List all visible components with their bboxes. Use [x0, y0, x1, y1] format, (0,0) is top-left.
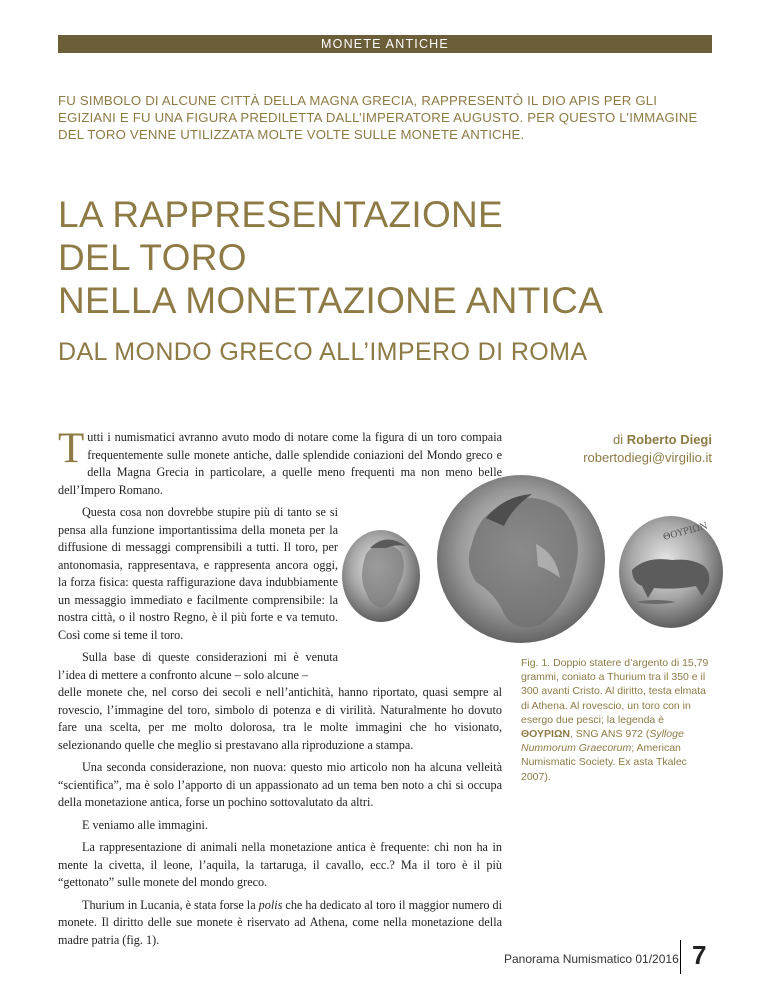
section-header: MONETE ANTICHE: [58, 35, 712, 53]
page-number: 7: [692, 940, 707, 970]
polis-word: polis: [258, 897, 283, 912]
title-line-1: LA RAPPRESENTAZIONE: [58, 194, 504, 235]
article-subtitle: DAL MONDO GRECO ALL’IMPERO DI ROMA: [58, 338, 588, 366]
paragraph-1-text: utti i numismatici avranno avuto modo di notare come la figura di un toro compaia frequentemente sulle monete antiche, dalle splendide coniazioni del Mondo greco e della Magna Grecia in particolare, a quelle meno frequenti ma non meno belle dell’Impero Romano.: [58, 430, 502, 497]
figure-caption: [521, 656, 717, 784]
byline-prefix: di: [613, 432, 624, 447]
caption-text-1: Fig. 1. Doppio statere d’argento di 15,79 grammi, coniato a Thurium tra il 350 e il 300 avanti Cristo. Al diritto, testa elmata di Athena. Al rovescio, un toro con in esergo due pesci; la legenda è: [521, 657, 709, 726]
caption-text-2: , SNG ANS 972 (: [569, 728, 650, 741]
lead-paragraph: FU SIMBOLO DI ALCUNE CITTÀ DELLA MAGNA GRECIA, RAPPRESENTÒ IL DIO APIS PER GLI EGIZIANI E FU UNA FIGURA PREDILETTA DALL’IMPERATORE AUGUSTO. PER QUESTO L’IMMAGINE DEL TORO VENNE UTILIZZATA MOLTE VOLTE SULLE MONETE ANTICHE.: [58, 93, 698, 142]
paragraph-6: La rappresentazione di animali nella monetazione antica è frequente: chi non ha in mente la civetta, il leone, l’aquila, la tartaruga, il cavallo, ecc.? Ma il toro è il più “gettonato” sulle monete del mondo greco.: [58, 840, 502, 889]
footer-divider: [680, 940, 681, 974]
title-line-2: DEL TORO: [58, 237, 247, 278]
paragraph-7-text-a: Thurium in Lucania, è stata forse la: [82, 897, 259, 912]
paragraph-3-end: delle monete che, nel corso dei secoli e nell’antichità, hanno riportato, quasi sempre al rovescio, l’immagine del toro, simbolo di potenza e di virilità. Naturalmente ho dovuto fare una scelta, per me molto dolorosa, tra le molte immagini che ho visionato, selezionando quelle che meglio si prestavano alla riproduzione a stampa.: [58, 685, 502, 752]
author-name: Roberto Diegi: [626, 432, 712, 447]
author-email[interactable]: robertodiegi@virgilio.it: [583, 450, 712, 465]
caption-greek-legend: ΘΟΥΡΙΩΝ: [521, 728, 570, 741]
paragraph-7-text-b: che ha dedicato al toro il maggior numero di monete. Il diritto delle sue monete è riservato ad Athena, come nella monetazione della madre patria (fig. 1).: [58, 897, 503, 947]
coin-legend: ΘΟΥΡΙΩΝ: [662, 521, 709, 543]
title-line-3: NELLA MONETAZIONE ANTICA: [58, 280, 604, 321]
paragraph-2: Questa cosa non dovrebbe stupire più di tanto se si pensa alla funzione importantissima della moneta per la diffusione di messaggi comprensibili a tutti. Il toro, per antonomasia, rappresentava, e rappresenta ancora oggi, la forza fisica: questa raffigurazione dava indubbiamente un messaggio immediato e facilmente comprensibile: la nostra città, o il nostro Regno, è il più forte e va temuto. Così come si teme il toro.: [58, 505, 338, 642]
coin-small-obverse: [342, 530, 420, 622]
paragraph-4: Una seconda considerazione, non nuova: questo mio articolo non ha alcuna velleità “scientifica”, ma è solo l’apporto di un appassionato ad un tema ben noto a chi si occupa della monetazione antica, forse un pochino sottovalutato da altri.: [58, 760, 502, 809]
article-title: [58, 193, 738, 322]
coin-photograph: [336, 474, 726, 644]
coin-large-obverse: [437, 475, 605, 643]
caption-italic: Sylloge Nummorum Graecorum: [521, 728, 684, 755]
paragraph-3-start: Sulla base di queste considerazioni mi è venuta l’idea di mettere a confronto alcune – solo alcune –: [58, 650, 338, 682]
journal-footer: Panorama Numismatico 01/2016: [504, 952, 679, 966]
byline: [492, 431, 712, 467]
paragraph-5: E veniamo alle immagini.: [82, 817, 208, 832]
caption-text-3: ; American Numismatic Society. Ex asta Tkalec 2007).: [521, 742, 687, 783]
drop-cap: T: [58, 425, 85, 472]
coin-reverse-bull: [619, 516, 723, 628]
paragraph-7: [58, 897, 502, 950]
